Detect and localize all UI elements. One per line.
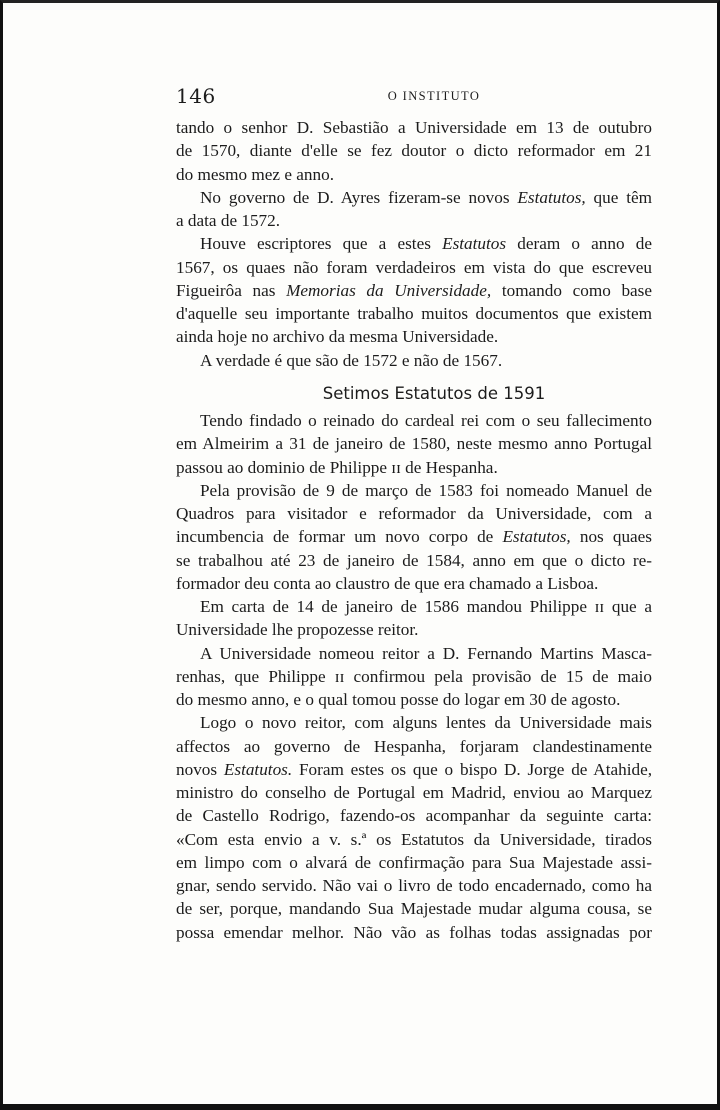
page-number: 146 (176, 84, 216, 108)
text-segment: Setimos Estatutos de 1591 (322, 383, 546, 403)
text-segment: do mesmo mez e anno. (176, 164, 334, 184)
text-segment: de ser, porque, mandando Sua Majestade mudar alguma cousa, se (176, 899, 652, 919)
journal-title: O INSTITUTO (387, 89, 481, 103)
text-segment: se trabalhou até 23 de janeiro de 1584, anno em que o dicto re- (176, 550, 652, 570)
text-segment: do mesmo anno, e o qual tomou posse do logar em 30 de agosto. (176, 690, 621, 709)
text-segment: em limpo com o alvará de confirmação para Sua Majestade assi- (176, 852, 652, 872)
text-segment: tando o senhor D. Sebastião a Universidade em 13 de outubro (176, 118, 652, 137)
italic-title: Memorias da Universidade, (286, 280, 492, 300)
text-segment: passou ao dominio de Philippe ɪɪ de Hespanha. (176, 457, 498, 477)
text-segment: gnar, sendo servido. Não vai o livro de todo encadernado, como ha (176, 876, 652, 895)
italic-title: Estatutos. (223, 759, 293, 779)
text-segment: Quadros para visitador e reformador da Universidade, com a (176, 504, 652, 523)
text-segment: 1567, os quaes não foram verdadeiros em vista do que escreveu (176, 257, 652, 277)
text-segment: nos quaes (570, 527, 652, 547)
text-segment: Pela provisão de 9 de março de 1583 foi nomeado Manuel de (200, 480, 652, 500)
text-segment: Em carta de 14 de janeiro de 1586 mandou Philippe ɪɪ que a (200, 597, 652, 616)
text-segment: Universidade lhe propozesse reitor. (176, 620, 419, 640)
text-segment: A verdade é que são de 1572 e não de 1567. (200, 350, 503, 370)
text-segment: formador deu conta ao claustro de que era chamado a Lisboa. (176, 573, 599, 593)
text-segment: de 1570, diante d'elle se fez doutor o dicto reformador em 21 (176, 141, 652, 161)
text-segment: novos (176, 759, 224, 779)
text-segment: No governo de D. Ayres fizeram-se novos (200, 187, 518, 207)
text-segment: Foram estes os que o bispo D. Jorge de Atahide, (292, 759, 652, 779)
text-segment: «Com esta envio a v. s.ª os Estatutos da Universidade, tirados (176, 829, 652, 849)
text-segment: ministro do conselho de Portugal em Madrid, enviou ao Marquez (176, 783, 652, 802)
text-segment: ainda hoje no archivo da mesma Universidade. (176, 327, 499, 347)
text-segment: que têm (585, 187, 652, 207)
text-segment: tomando como base (491, 280, 652, 300)
text-segment: Houve escriptores que a estes (200, 234, 443, 254)
text-segment: Tendo findado o reinado do cardeal rei com o seu fallecimento (200, 411, 652, 430)
text-segment: renhas, que Philippe ɪɪ confirmou pela provisão de 15 de maio (176, 666, 652, 686)
text-segment: possa emendar melhor. Não vão as folhas todas assignadas por (176, 922, 652, 942)
text-segment: d'aquelle seu importante trabalho muitos documentos que existem (176, 304, 652, 323)
text-segment: A Universidade nomeou reitor a D. Fernando Martins Masca- (200, 643, 652, 663)
italic-title: Estatutos (442, 234, 507, 254)
text-segment: incumbencia de formar um novo corpo de (176, 527, 503, 547)
text-segment: Logo o novo reitor, com alguns lentes da Universidade mais (200, 713, 652, 733)
text-segment: Figueirôa nas (176, 280, 287, 300)
text-segment: de Castello Rodrigo, fazendo-os acompanhar da seguinte carta: (176, 806, 652, 826)
italic-title: Estatutos, (502, 527, 571, 547)
text-segment: a data de 1572. (176, 211, 281, 230)
text-segment: em Almeirim a 31 de janeiro de 1580, neste mesmo anno Portugal (176, 434, 652, 454)
text-segment: deram o anno de (506, 234, 652, 254)
text-segment: affectos ao governo de Hespanha, forjaram clandestinamente (176, 736, 652, 756)
italic-title: Estatutos, (517, 187, 586, 207)
